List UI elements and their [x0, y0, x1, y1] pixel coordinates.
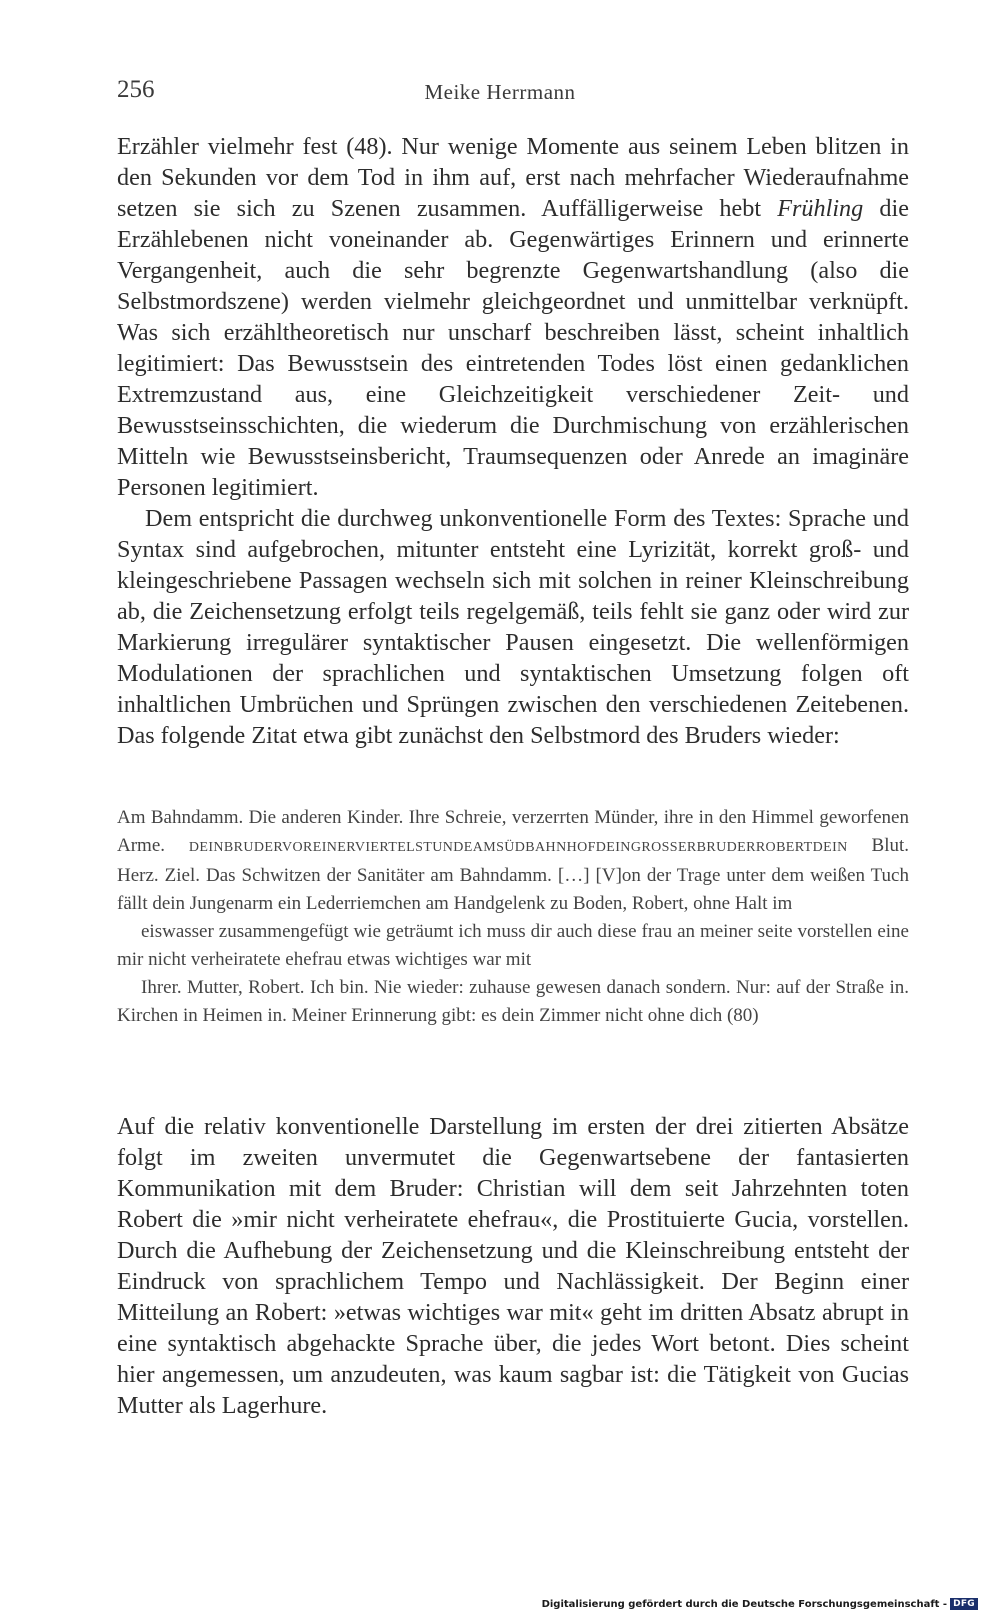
paragraph-2: Dem entspricht die durchweg unkonventionelle Form des Textes: Sprache und Syntax sind aufgebrochen, mitunter entsteht eine Lyrizität, korrekt groß- und kleingeschriebene Passagen wechseln sich mit solchen in reiner Kleinschreibung ab, die Zeichensetzung erfolgt teils regelgemäß, teils fehlt sie ganz oder wird zur Markierung irregulärer syntaktischer Pausen eingesetzt. Die wellenförmigen Modulationen der sprachlichen und syntaktischen Umsetzung folgen oft inhaltlichen Umbrüchen und Sprüngen zwischen den verschiedenen Zeitebenen. Das folgende Zitat etwa gibt zunächst den Selbstmord des Bruders wieder:: [117, 505, 909, 749]
quote-paragraph-2: eiswasser zusammengefügt wie geträumt ich muss dir auch diese frau an meiner seite vorstellen eine mir nicht verheiratete ehefrau etwas wichtiges war mit: [117, 921, 909, 970]
block-quote: [117, 804, 909, 1030]
quote-paragraph-1: [117, 804, 909, 918]
paragraph-1-part-b: die Erzählebenen nicht voneinander ab. Gegenwärtiges Erinnern und erinnerte Vergangenheit, auch die sehr begrenzte Gegenwartshandlung (also die Selbstmordszene) werden vielmehr gleichgeordnet und unmittelbar verknüpft. Was sich erzähltheoretisch nur unscharf beschreiben lässt, scheint inhaltlich legitimiert: Das Bewusstsein des eintretenden Todes löst einen gedanklichen Extremzustand aus, eine Gleichzeitigkeit verschiedener Zeit- und Bewusstseinsschichten, die wiederum die Durchmischung von erzählerischen Mitteln wie Bewusstseinsbericht, Traumsequenzen oder Anrede an imaginäre Personen legitimiert.: [117, 195, 909, 501]
body-text-upper: [117, 131, 909, 751]
digitization-footer: [542, 1598, 978, 1610]
body-text-lower: [117, 1111, 909, 1421]
dfg-logo-icon: DFG: [950, 1598, 978, 1610]
work-title-fruehling: Frühling: [777, 195, 864, 222]
quote-1-capitals: DEINBRUDERVOREINERVIERTELSTUNDEAMSÜDBAHNHOFDEINGROSSERBRUDERROBERTDEIN: [188, 840, 848, 855]
quote-paragraph-3: Ihrer. Mutter, Robert. Ich bin. Nie wieder: zuhause gewesen danach sondern. Nur: auf der Straße in. Kirchen in Heimen in. Meiner Erinnerung gibt: es dein Zimmer nicht ohne dich (80): [117, 977, 909, 1026]
paragraph-1: [117, 131, 909, 503]
paragraph-3: Auf die relativ konventionelle Darstellung im ersten der drei zitierten Absätze folgt im zweiten unvermutet die Gegenwartsebene der fantasierten Kommunikation mit dem Bruder: Christian will dem seit Jahrzehnten toten Robert die »mir nicht verheiratete ehefrau«, die Prostituierte Gucia, vorstellen. Durch die Aufhebung der Zeichensetzung und die Kleinschreibung entsteht der Eindruck von sprachlichem Tempo und Nachlässigkeit. Der Beginn einer Mitteilung an Robert: »etwas wichtiges war mit« geht im dritten Absatz abrupt in eine syntaktisch abgehackte Sprache über, die jedes Wort betont. Dies scheint hier angemessen, um anzudeuten, was kaum sagbar ist: die Tätigkeit von Gucias Mutter als Lagerhure.: [117, 1113, 909, 1419]
footer-text: Digitalisierung gefördert durch die Deutsche Forschungsgemeinschaft -: [541, 1598, 948, 1610]
running-head: Meike Herrmann: [424, 80, 576, 104]
paragraph-1-part-a: Erzähler vielmehr fest (48). Nur wenige Momente aus seinem Leben blitzen in den Sekunden vor dem Tod in ihm auf, erst nach mehrfacher Wiederaufnahme setzen sie sich zu Szenen zusammen. Auffälligerweise hebt: [117, 133, 909, 222]
quote-1-part-b: Blut. Herz. Ziel. Das Schwitzen der Sanitäter am Bahndamm. […] [V]on der Trage unter dem weißen Tuch fällt dein Jungenarm ein Lederriemchen am Handgelenk zu Boden, Robert, ohne Halt im: [117, 835, 910, 914]
page-number: 256: [117, 76, 155, 103]
quote-1-part-a: Am Bahndamm. Die anderen Kinder. Ihre Schreie, verzerrten Münder, ihre in den Himmel geworfenen Arme.: [117, 807, 909, 856]
